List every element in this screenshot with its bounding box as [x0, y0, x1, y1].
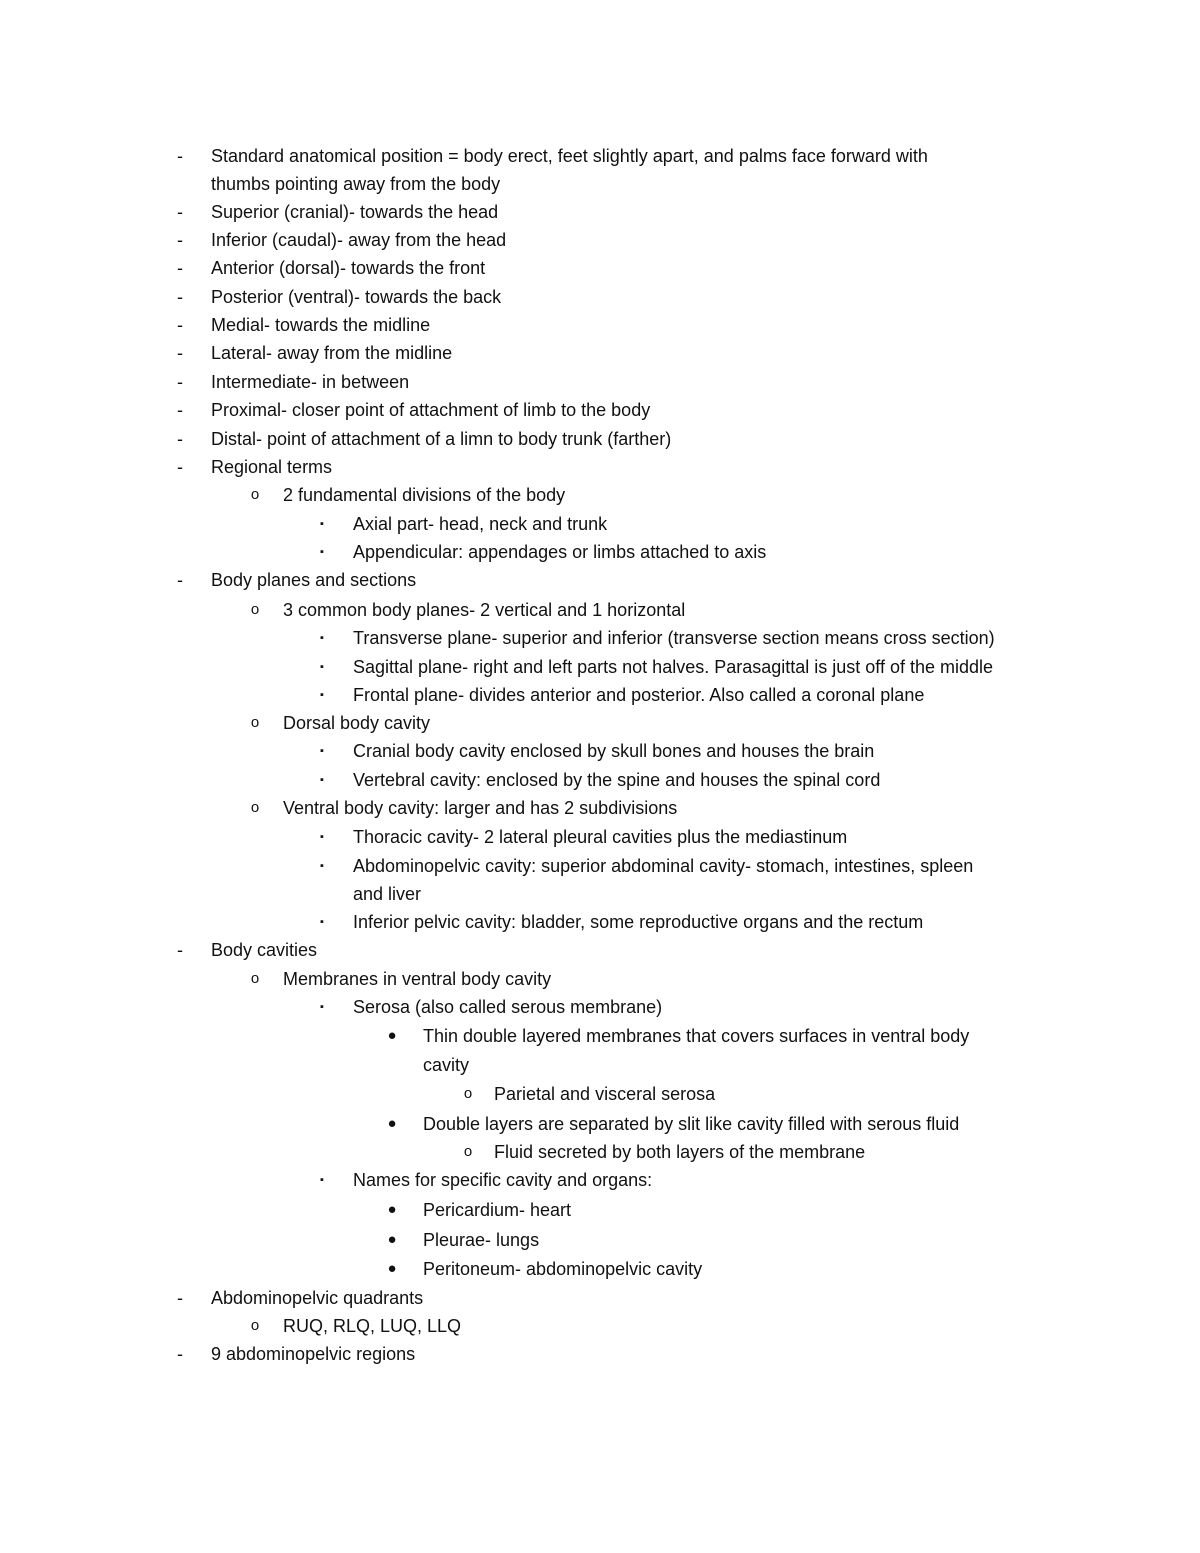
item-text: Dorsal body cavity	[283, 713, 431, 733]
item-text: 2 fundamental divisions of the body	[283, 485, 566, 505]
item-text: Fluid secreted by both layers of the membrane	[494, 1142, 866, 1162]
square-bullet: ▪	[320, 518, 324, 530]
item-text: Names for specific cavity and organs:	[353, 1170, 653, 1190]
dash-bullet: -	[177, 230, 183, 250]
item-text: Regional terms	[211, 457, 333, 477]
item-text: Appendicular: appendages or limbs attached to axis	[353, 542, 767, 562]
dash-bullet: -	[177, 202, 183, 222]
item-text: Sagittal plane- right and left parts not halves. Parasagittal is just off of the middle	[353, 657, 994, 677]
square-bullet: ▪	[320, 661, 324, 673]
circle-bullet: o	[463, 1085, 473, 1102]
item-text: Thoracic cavity- 2 lateral pleural cavities plus the mediastinum	[353, 827, 848, 847]
dash-bullet: -	[177, 429, 183, 449]
item-text: Vertebral cavity: enclosed by the spine and houses the spinal cord	[353, 770, 881, 790]
item-text: Ventral body cavity: larger and has 2 subdivisions	[283, 798, 678, 818]
item-text: Abdominopelvic quadrants	[211, 1288, 424, 1308]
item-text: Intermediate- in between	[211, 372, 410, 392]
item-text: Thin double layered membranes that covers surfaces in ventral body	[423, 1026, 970, 1046]
circle-bullet: o	[250, 1317, 260, 1334]
item-text: Standard anatomical position = body erect, feet slightly apart, and palms face forward with	[211, 146, 928, 166]
item-text: Proximal- closer point of attachment of limb to the body	[211, 400, 651, 420]
dash-bullet: -	[177, 457, 183, 477]
square-bullet: ▪	[320, 831, 324, 843]
item-text: 9 abdominopelvic regions	[211, 1344, 416, 1364]
item-text: Transverse plane- superior and inferior (transverse section means cross section)	[353, 628, 995, 648]
dot-bullet: ●	[387, 1115, 397, 1132]
item-text: 3 common body planes- 2 vertical and 1 horizontal	[283, 600, 686, 620]
dash-bullet: -	[177, 343, 183, 363]
item-text: Parietal and visceral serosa	[494, 1084, 716, 1104]
item-text: Anterior (dorsal)- towards the front	[211, 258, 486, 278]
item-text: Pericardium- heart	[423, 1200, 572, 1220]
item-text: Posterior (ventral)- towards the back	[211, 287, 502, 307]
item-text: Double layers are separated by slit like cavity filled with serous fluid	[423, 1114, 960, 1134]
square-bullet: ▪	[320, 745, 324, 757]
dash-bullet: -	[177, 1344, 183, 1364]
item-text: Superior (cranial)- towards the head	[211, 202, 499, 222]
circle-bullet: o	[250, 601, 260, 618]
item-text: cavity	[423, 1055, 470, 1075]
dot-bullet: ●	[387, 1260, 397, 1277]
item-text: Lateral- away from the midline	[211, 343, 453, 363]
item-text: Abdominopelvic cavity: superior abdominal cavity- stomach, intestines, spleen	[353, 856, 974, 876]
circle-bullet: o	[250, 486, 260, 503]
item-text: Pleurae- lungs	[423, 1230, 540, 1250]
square-bullet: ▪	[320, 689, 324, 701]
dash-bullet: -	[177, 258, 183, 278]
square-bullet: ▪	[320, 774, 324, 786]
circle-bullet: o	[250, 799, 260, 816]
item-text: and liver	[353, 884, 422, 904]
dash-bullet: -	[177, 940, 183, 960]
item-text: Inferior (caudal)- away from the head	[211, 230, 507, 250]
dash-bullet: -	[177, 372, 183, 392]
square-bullet: ▪	[320, 546, 324, 558]
item-text: Inferior pelvic cavity: bladder, some reproductive organs and the rectum	[353, 912, 924, 932]
item-text: Peritoneum- abdominopelvic cavity	[423, 1259, 703, 1279]
square-bullet: ▪	[320, 632, 324, 644]
square-bullet: ▪	[320, 1001, 324, 1013]
item-text: Cranial body cavity enclosed by skull bones and houses the brain	[353, 741, 875, 761]
item-text: Frontal plane- divides anterior and posterior. Also called a coronal plane	[353, 685, 925, 705]
dash-bullet: -	[177, 570, 183, 590]
dot-bullet: ●	[387, 1231, 397, 1248]
item-text: Serosa (also called serous membrane)	[353, 997, 663, 1017]
item-text: Medial- towards the midline	[211, 315, 431, 335]
circle-bullet: o	[250, 970, 260, 987]
item-text: RUQ, RLQ, LUQ, LLQ	[283, 1316, 462, 1336]
circle-bullet: o	[250, 714, 260, 731]
circle-bullet: o	[463, 1143, 473, 1160]
item-text: thumbs pointing away from the body	[211, 174, 501, 194]
dot-bullet: ●	[387, 1201, 397, 1218]
item-text: Body cavities	[211, 940, 318, 960]
square-bullet: ▪	[320, 860, 324, 872]
dash-bullet: -	[177, 315, 183, 335]
dash-bullet: -	[177, 146, 183, 166]
item-text: Membranes in ventral body cavity	[283, 969, 552, 989]
dash-bullet: -	[177, 1288, 183, 1308]
item-text: Axial part- head, neck and trunk	[353, 514, 608, 534]
dash-bullet: -	[177, 287, 183, 307]
square-bullet: ▪	[320, 916, 324, 928]
item-text: Distal- point of attachment of a limn to body trunk (farther)	[211, 429, 672, 449]
dot-bullet: ●	[387, 1027, 397, 1044]
item-text: Body planes and sections	[211, 570, 417, 590]
square-bullet: ▪	[320, 1174, 324, 1186]
dash-bullet: -	[177, 400, 183, 420]
